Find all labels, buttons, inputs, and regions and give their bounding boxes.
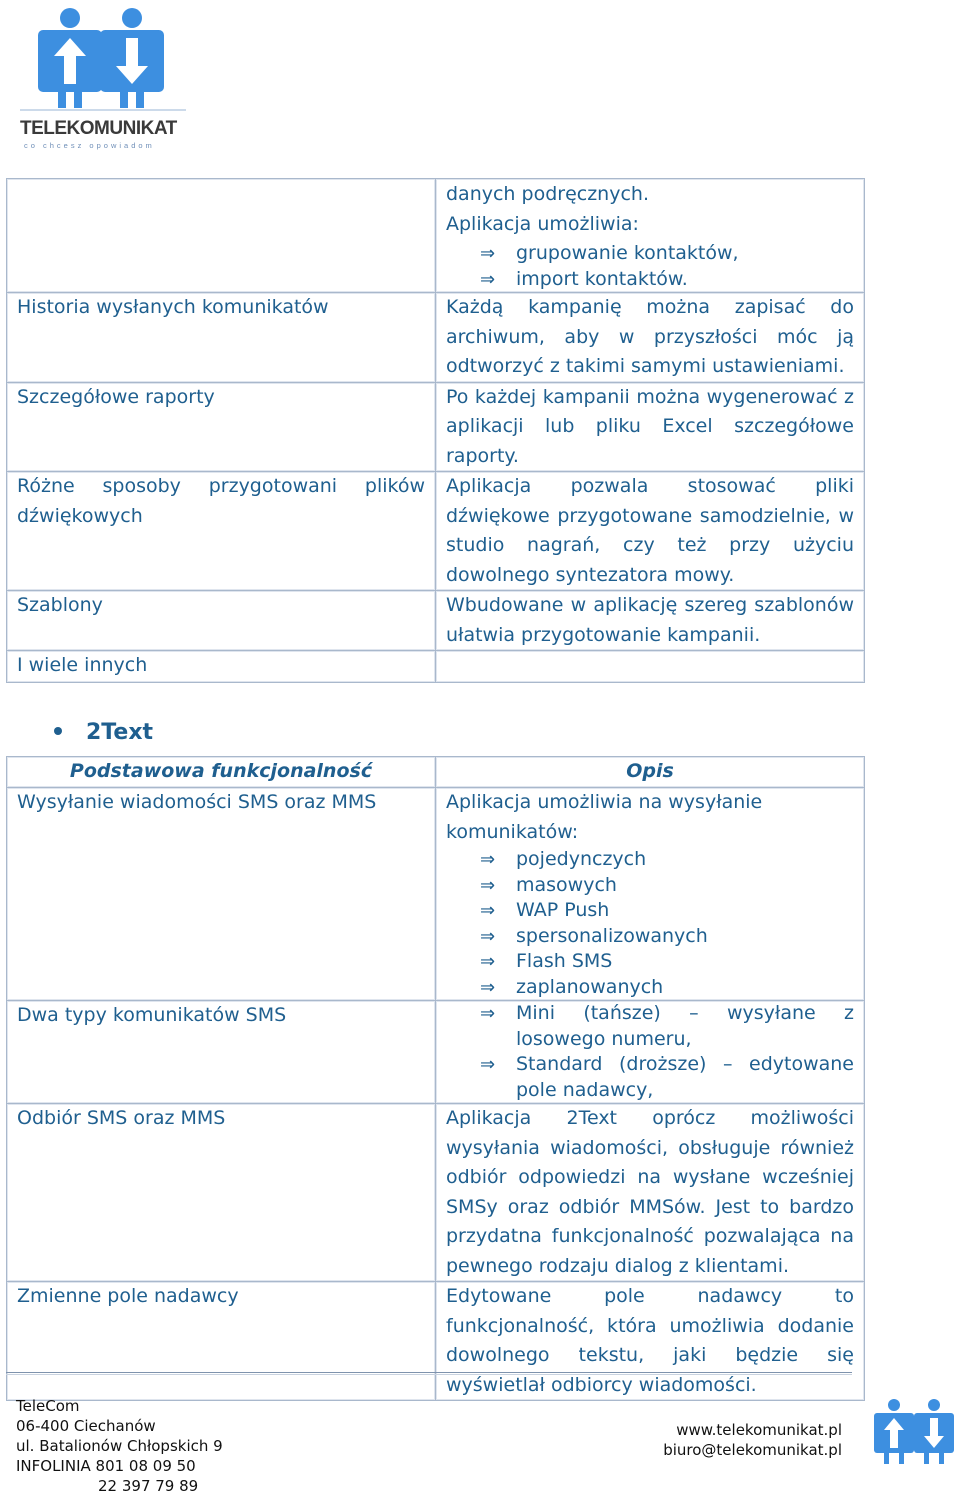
- list-item: ⇒ masowych: [446, 873, 854, 899]
- hotline-number: INFOLINIA 801 08 09 50: [16, 1457, 196, 1475]
- feature-cell: I wiele innych: [7, 651, 436, 683]
- description-cell: Po każdej kampanii można wygenerować z aplikacji lub pliku Excel szczegółowe raporty.: [436, 382, 865, 472]
- feature-cell: Odbiór SMS oraz MMS: [7, 1104, 436, 1282]
- bullet-list: [446, 241, 854, 292]
- list-item: ⇒ grupowanie kontaktów,: [446, 241, 854, 267]
- description-line: Aplikacja umożliwia:: [446, 212, 639, 235]
- footer-address: [16, 1396, 223, 1496]
- table-row: [7, 651, 865, 683]
- description-line: Aplikacja umożliwia na wysyłanie komunikatów:: [446, 791, 763, 843]
- description-cell: Aplikacja pozwala stosować pliki dźwiękowe przygotowane samodzielnie, w studio nagrań, czy też przy użyciu dowolnego syntezatora mowy.: [436, 472, 865, 591]
- list-item: ⇒ zaplanowanych: [446, 975, 854, 1001]
- table-row: [7, 472, 865, 591]
- bullet-list: [446, 847, 854, 1000]
- footer-contact: [660, 1420, 842, 1460]
- description-cell: Każdą kampanię można zapisać do archiwum, aby w przyszłości móc ją odtworzyć z takimi samymi ustawieniami.: [436, 293, 865, 383]
- description-cell: Wbudowane w aplikację szereg szablonów ułatwia przygotowanie kampanii.: [436, 591, 865, 651]
- footer-logo: [872, 1398, 956, 1468]
- bullet-list: [446, 1001, 854, 1103]
- description-cell: [436, 651, 865, 683]
- feature-cell: Historia wysłanych komunikatów: [7, 293, 436, 383]
- feature-cell: Dwa typy komunikatów SMS: [7, 1001, 436, 1104]
- company-name: TeleCom: [16, 1397, 80, 1415]
- description-cell: [436, 788, 865, 1001]
- table-row: [7, 1282, 865, 1401]
- table-row: [7, 591, 865, 651]
- bullet-icon: [54, 727, 62, 735]
- list-item: ⇒ Standard (droższe) – edytowane pole nadawcy,: [480, 1053, 854, 1101]
- double-arrow-icon: ⇒: [480, 900, 496, 921]
- table-row: [7, 382, 865, 472]
- column-header-description: Opis: [436, 757, 865, 788]
- feature-cell: Wysyłanie wiadomości SMS oraz MMS: [7, 788, 436, 1001]
- table-row: [7, 179, 865, 293]
- section-title: 2Text: [86, 720, 154, 745]
- double-arrow-icon: ⇒: [480, 1003, 496, 1024]
- footer-divider: [6, 1372, 852, 1373]
- svg-text:co chcesz opowiadom: co chcesz opowiadom: [24, 141, 155, 150]
- column-header-functionality: Podstawowa funkcjonalność: [7, 757, 436, 788]
- description-cell: [436, 179, 865, 293]
- company-logo: [18, 4, 190, 152]
- feature-cell: Różne sposoby przygotowani plików dźwiękowych: [7, 472, 436, 591]
- feature-cell: Zmienne pole nadawcy: [7, 1282, 436, 1401]
- phone-number: 22 397 79 89: [98, 1477, 199, 1495]
- table-header-row: [7, 757, 865, 788]
- description-cell: Aplikacja 2Text oprócz możliwości wysyłania wiadomości, obsługuje również odbiór odpowiedzi na wysłane wcześniej SMSy oraz odbiór MMSów. Jest to bardzo przydatna funkcjonalność pozwalająca na pewnego rodzaju dialog z klientami.: [436, 1104, 865, 1282]
- double-arrow-icon: ⇒: [480, 925, 496, 947]
- svg-text:TELEKOMUNIKAT: TELEKOMUNIKAT: [20, 118, 177, 139]
- double-arrow-icon: ⇒: [480, 243, 496, 264]
- list-item: ⇒ spersonalizowanych: [446, 924, 854, 950]
- table-row: [7, 788, 865, 1001]
- postal-code: 06-400 Ciechanów: [16, 1417, 156, 1435]
- list-item: ⇒ WAP Push: [446, 898, 854, 924]
- description-cell: [436, 1001, 865, 1104]
- section-heading: [54, 720, 153, 745]
- table-row: [7, 1104, 865, 1282]
- list-item: ⇒ pojedynczych: [446, 847, 854, 873]
- description-cell: Edytowane pole nadawcy to funkcjonalność, która umożliwia dodanie dowolnego tekstu, jaki będzie się wyświetlał odbiorcy wiadomości.: [436, 1282, 865, 1401]
- feature-cell: Szablony: [7, 591, 436, 651]
- double-arrow-icon: ⇒: [480, 874, 496, 896]
- table-row: [7, 1001, 865, 1104]
- website-link[interactable]: www.telekomunikat.pl: [676, 1421, 842, 1439]
- description-line: danych podręcznych.: [446, 183, 649, 205]
- list-item: ⇒ import kontaktów.: [446, 267, 854, 293]
- double-arrow-icon: ⇒: [480, 268, 496, 290]
- feature-cell: [7, 179, 436, 293]
- double-arrow-icon: ⇒: [480, 976, 496, 998]
- street-address: ul. Batalionów Chłopskich 9: [16, 1437, 223, 1455]
- double-arrow-icon: ⇒: [480, 1054, 496, 1075]
- features-table-2: [6, 756, 865, 1401]
- double-arrow-icon: ⇒: [480, 849, 496, 870]
- features-table-1: [6, 178, 865, 683]
- email-link[interactable]: biuro@telekomunikat.pl: [663, 1441, 842, 1459]
- double-arrow-icon: ⇒: [480, 951, 496, 972]
- list-item: ⇒ Mini (tańsze) – wysyłane z losowego numeru,: [480, 1002, 854, 1050]
- table-row: [7, 293, 865, 383]
- list-item: ⇒ Flash SMS: [446, 949, 854, 975]
- feature-cell: Szczegółowe raporty: [7, 382, 436, 472]
